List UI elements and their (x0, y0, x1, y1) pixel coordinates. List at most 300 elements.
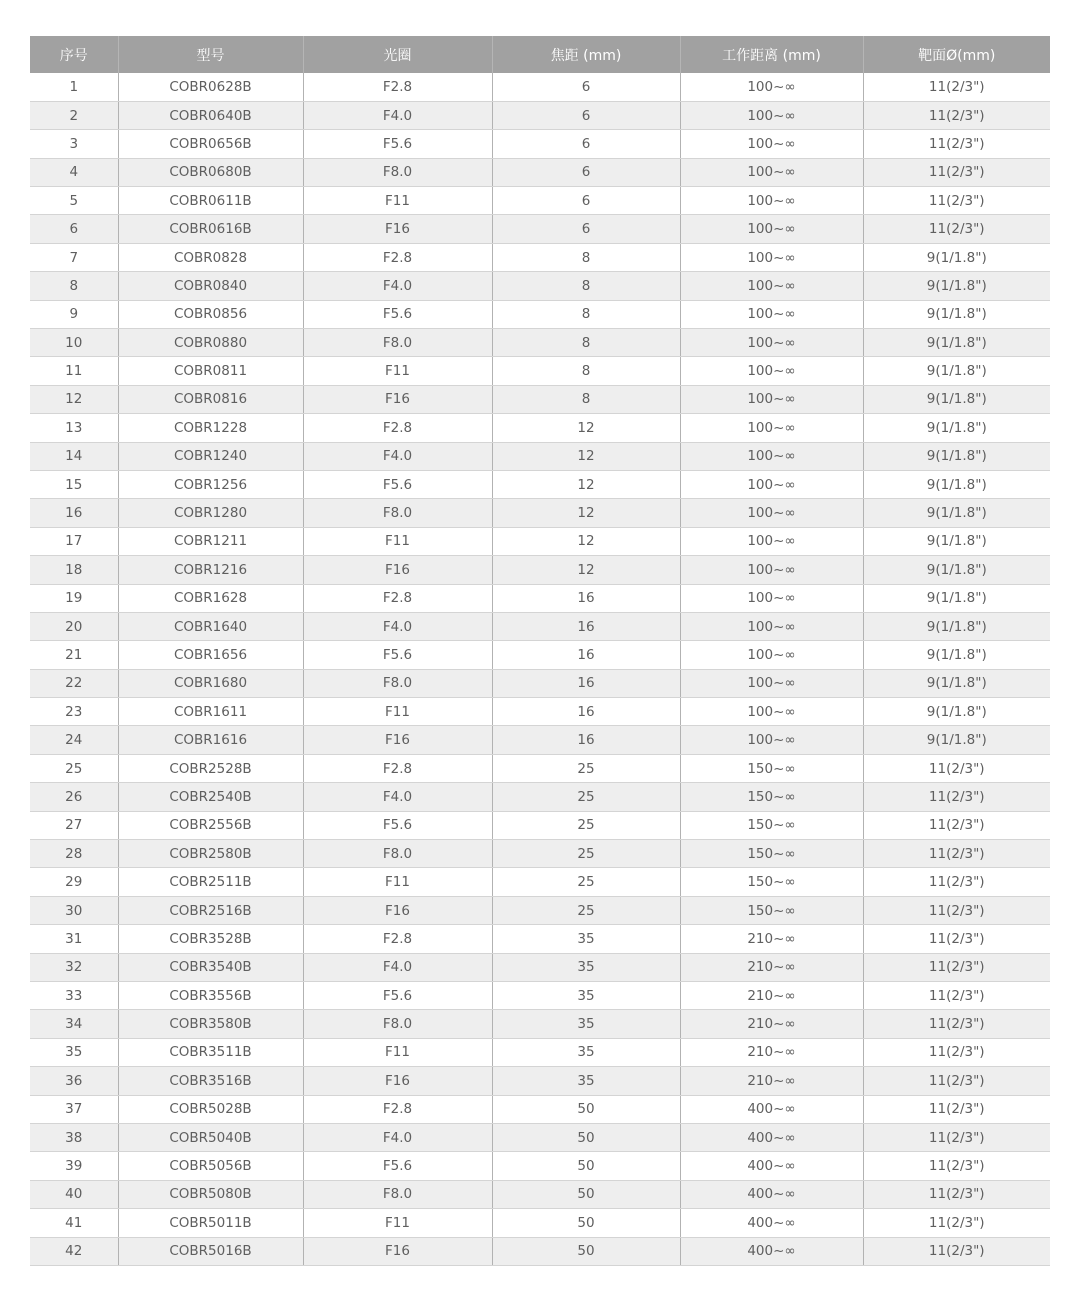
cell-distance: 400~∞ (680, 1209, 863, 1237)
table-row (30, 101, 1050, 129)
table-row (30, 73, 1050, 101)
cell-target: 9(1/1.8") (863, 300, 1050, 328)
table-row (30, 130, 1050, 158)
cell-model: COBR2511B (118, 868, 303, 896)
cell-target: 9(1/1.8") (863, 499, 1050, 527)
cell-aperture: F8.0 (303, 1180, 492, 1208)
cell-distance: 100~∞ (680, 130, 863, 158)
cell-index: 29 (30, 868, 118, 896)
cell-aperture: F11 (303, 527, 492, 555)
cell-distance: 100~∞ (680, 243, 863, 271)
cell-index: 4 (30, 158, 118, 186)
cell-focal: 35 (492, 953, 680, 981)
cell-aperture: F16 (303, 726, 492, 754)
cell-distance: 210~∞ (680, 953, 863, 981)
cell-index: 38 (30, 1123, 118, 1151)
cell-target: 9(1/1.8") (863, 470, 1050, 498)
cell-distance: 150~∞ (680, 783, 863, 811)
cell-focal: 50 (492, 1237, 680, 1265)
cell-focal: 35 (492, 1038, 680, 1066)
table-row (30, 442, 1050, 470)
cell-target: 9(1/1.8") (863, 385, 1050, 413)
cell-aperture: F5.6 (303, 811, 492, 839)
cell-model: COBR0616B (118, 215, 303, 243)
cell-model: COBR0811 (118, 357, 303, 385)
cell-target: 11(2/3") (863, 982, 1050, 1010)
cell-model: COBR5011B (118, 1209, 303, 1237)
cell-model: COBR3580B (118, 1010, 303, 1038)
cell-model: COBR1228 (118, 414, 303, 442)
cell-index: 36 (30, 1067, 118, 1095)
cell-distance: 150~∞ (680, 754, 863, 782)
cell-target: 11(2/3") (863, 73, 1050, 101)
header-col-model: 型号 (118, 36, 303, 73)
cell-target: 11(2/3") (863, 811, 1050, 839)
cell-model: COBR5080B (118, 1180, 303, 1208)
table-row (30, 896, 1050, 924)
cell-distance: 100~∞ (680, 101, 863, 129)
cell-target: 11(2/3") (863, 1038, 1050, 1066)
table-row (30, 187, 1050, 215)
cell-target: 9(1/1.8") (863, 726, 1050, 754)
cell-target: 11(2/3") (863, 158, 1050, 186)
cell-distance: 210~∞ (680, 1010, 863, 1038)
table-row (30, 1010, 1050, 1038)
table-row (30, 925, 1050, 953)
header-row (30, 36, 1050, 73)
cell-aperture: F16 (303, 385, 492, 413)
header-col-distance: 工作距离 (mm) (680, 36, 863, 73)
cell-distance: 100~∞ (680, 414, 863, 442)
cell-target: 11(2/3") (863, 130, 1050, 158)
cell-aperture: F2.8 (303, 243, 492, 271)
table-row (30, 840, 1050, 868)
cell-index: 24 (30, 726, 118, 754)
cell-model: COBR0611B (118, 187, 303, 215)
cell-index: 6 (30, 215, 118, 243)
cell-focal: 16 (492, 641, 680, 669)
cell-distance: 210~∞ (680, 1067, 863, 1095)
cell-focal: 25 (492, 896, 680, 924)
cell-aperture: F16 (303, 896, 492, 924)
cell-target: 9(1/1.8") (863, 641, 1050, 669)
cell-model: COBR5040B (118, 1123, 303, 1151)
cell-model: COBR5016B (118, 1237, 303, 1265)
cell-distance: 100~∞ (680, 499, 863, 527)
cell-index: 9 (30, 300, 118, 328)
table-row (30, 499, 1050, 527)
table-row (30, 243, 1050, 271)
cell-aperture: F16 (303, 556, 492, 584)
header-col-aperture: 光圈 (303, 36, 492, 73)
table-row (30, 612, 1050, 640)
cell-index: 33 (30, 982, 118, 1010)
table-row (30, 754, 1050, 782)
cell-aperture: F4.0 (303, 612, 492, 640)
table-row (30, 953, 1050, 981)
cell-index: 12 (30, 385, 118, 413)
cell-model: COBR1216 (118, 556, 303, 584)
cell-aperture: F8.0 (303, 1010, 492, 1038)
cell-distance: 210~∞ (680, 1038, 863, 1066)
cell-model: COBR2528B (118, 754, 303, 782)
cell-target: 11(2/3") (863, 896, 1050, 924)
cell-target: 9(1/1.8") (863, 669, 1050, 697)
cell-aperture: F8.0 (303, 840, 492, 868)
cell-focal: 25 (492, 754, 680, 782)
cell-target: 9(1/1.8") (863, 584, 1050, 612)
cell-distance: 100~∞ (680, 470, 863, 498)
table-row (30, 584, 1050, 612)
cell-focal: 8 (492, 300, 680, 328)
cell-model: COBR0680B (118, 158, 303, 186)
cell-focal: 12 (492, 414, 680, 442)
table-row (30, 982, 1050, 1010)
cell-aperture: F5.6 (303, 641, 492, 669)
cell-index: 18 (30, 556, 118, 584)
cell-index: 39 (30, 1152, 118, 1180)
cell-aperture: F2.8 (303, 1095, 492, 1123)
table-row (30, 470, 1050, 498)
cell-focal: 16 (492, 726, 680, 754)
cell-focal: 6 (492, 215, 680, 243)
table-row (30, 329, 1050, 357)
cell-focal: 25 (492, 840, 680, 868)
cell-aperture: F16 (303, 215, 492, 243)
table-row (30, 357, 1050, 385)
table-row (30, 158, 1050, 186)
cell-aperture: F4.0 (303, 1123, 492, 1151)
cell-aperture: F4.0 (303, 953, 492, 981)
cell-distance: 400~∞ (680, 1237, 863, 1265)
cell-index: 16 (30, 499, 118, 527)
cell-target: 11(2/3") (863, 1067, 1050, 1095)
cell-distance: 210~∞ (680, 982, 863, 1010)
cell-aperture: F4.0 (303, 783, 492, 811)
table-row (30, 1180, 1050, 1208)
cell-focal: 25 (492, 783, 680, 811)
cell-distance: 100~∞ (680, 584, 863, 612)
table-row (30, 300, 1050, 328)
cell-aperture: F5.6 (303, 982, 492, 1010)
cell-aperture: F2.8 (303, 73, 492, 101)
cell-aperture: F2.8 (303, 754, 492, 782)
cell-focal: 25 (492, 868, 680, 896)
cell-focal: 6 (492, 187, 680, 215)
cell-index: 26 (30, 783, 118, 811)
cell-index: 22 (30, 669, 118, 697)
cell-model: COBR1680 (118, 669, 303, 697)
cell-aperture: F5.6 (303, 470, 492, 498)
cell-focal: 16 (492, 698, 680, 726)
cell-model: COBR0656B (118, 130, 303, 158)
cell-model: COBR1616 (118, 726, 303, 754)
cell-target: 11(2/3") (863, 1010, 1050, 1038)
cell-index: 25 (30, 754, 118, 782)
cell-focal: 6 (492, 101, 680, 129)
cell-model: COBR1280 (118, 499, 303, 527)
cell-target: 11(2/3") (863, 953, 1050, 981)
cell-index: 28 (30, 840, 118, 868)
cell-index: 31 (30, 925, 118, 953)
cell-focal: 50 (492, 1123, 680, 1151)
cell-focal: 12 (492, 499, 680, 527)
cell-index: 30 (30, 896, 118, 924)
cell-distance: 100~∞ (680, 300, 863, 328)
cell-index: 27 (30, 811, 118, 839)
cell-distance: 100~∞ (680, 187, 863, 215)
cell-aperture: F11 (303, 868, 492, 896)
table-body (30, 73, 1050, 1265)
table-row (30, 811, 1050, 839)
cell-distance: 210~∞ (680, 925, 863, 953)
cell-index: 1 (30, 73, 118, 101)
cell-distance: 100~∞ (680, 527, 863, 555)
cell-focal: 8 (492, 385, 680, 413)
cell-target: 11(2/3") (863, 1095, 1050, 1123)
cell-index: 42 (30, 1237, 118, 1265)
cell-target: 11(2/3") (863, 215, 1050, 243)
cell-index: 21 (30, 641, 118, 669)
cell-index: 40 (30, 1180, 118, 1208)
cell-distance: 100~∞ (680, 357, 863, 385)
cell-aperture: F2.8 (303, 925, 492, 953)
cell-aperture: F11 (303, 1209, 492, 1237)
cell-focal: 6 (492, 158, 680, 186)
table-row (30, 272, 1050, 300)
cell-focal: 8 (492, 243, 680, 271)
cell-distance: 400~∞ (680, 1095, 863, 1123)
cell-distance: 100~∞ (680, 698, 863, 726)
cell-distance: 100~∞ (680, 669, 863, 697)
table-row (30, 527, 1050, 555)
cell-distance: 100~∞ (680, 442, 863, 470)
table-row (30, 414, 1050, 442)
header-col-target: 靶面Ø(mm) (863, 36, 1050, 73)
cell-aperture: F5.6 (303, 130, 492, 158)
cell-focal: 35 (492, 925, 680, 953)
cell-aperture: F2.8 (303, 414, 492, 442)
cell-distance: 100~∞ (680, 385, 863, 413)
cell-focal: 16 (492, 669, 680, 697)
cell-distance: 100~∞ (680, 556, 863, 584)
cell-focal: 8 (492, 272, 680, 300)
cell-focal: 16 (492, 584, 680, 612)
cell-focal: 16 (492, 612, 680, 640)
cell-model: COBR1611 (118, 698, 303, 726)
cell-target: 11(2/3") (863, 783, 1050, 811)
cell-aperture: F8.0 (303, 158, 492, 186)
cell-index: 7 (30, 243, 118, 271)
cell-focal: 25 (492, 811, 680, 839)
cell-index: 5 (30, 187, 118, 215)
cell-index: 37 (30, 1095, 118, 1123)
cell-focal: 50 (492, 1095, 680, 1123)
cell-focal: 12 (492, 470, 680, 498)
cell-target: 9(1/1.8") (863, 698, 1050, 726)
cell-aperture: F16 (303, 1237, 492, 1265)
cell-index: 14 (30, 442, 118, 470)
cell-focal: 6 (492, 73, 680, 101)
cell-index: 3 (30, 130, 118, 158)
lens-spec-table (30, 36, 1050, 1266)
cell-distance: 150~∞ (680, 896, 863, 924)
cell-focal: 35 (492, 1010, 680, 1038)
cell-index: 2 (30, 101, 118, 129)
cell-index: 34 (30, 1010, 118, 1038)
cell-index: 13 (30, 414, 118, 442)
cell-aperture: F11 (303, 698, 492, 726)
cell-model: COBR1256 (118, 470, 303, 498)
cell-model: COBR2516B (118, 896, 303, 924)
table-row (30, 1038, 1050, 1066)
cell-aperture: F4.0 (303, 272, 492, 300)
cell-focal: 35 (492, 1067, 680, 1095)
cell-target: 11(2/3") (863, 1152, 1050, 1180)
cell-index: 19 (30, 584, 118, 612)
cell-target: 9(1/1.8") (863, 243, 1050, 271)
cell-aperture: F4.0 (303, 101, 492, 129)
cell-model: COBR0628B (118, 73, 303, 101)
cell-distance: 400~∞ (680, 1152, 863, 1180)
cell-target: 11(2/3") (863, 1209, 1050, 1237)
cell-distance: 100~∞ (680, 726, 863, 754)
cell-model: COBR1240 (118, 442, 303, 470)
table-row (30, 868, 1050, 896)
cell-target: 11(2/3") (863, 1123, 1050, 1151)
cell-aperture: F5.6 (303, 300, 492, 328)
cell-target: 9(1/1.8") (863, 442, 1050, 470)
cell-aperture: F2.8 (303, 584, 492, 612)
cell-aperture: F8.0 (303, 329, 492, 357)
cell-target: 9(1/1.8") (863, 414, 1050, 442)
cell-index: 11 (30, 357, 118, 385)
cell-focal: 8 (492, 329, 680, 357)
table-row (30, 1209, 1050, 1237)
cell-target: 9(1/1.8") (863, 556, 1050, 584)
cell-model: COBR1628 (118, 584, 303, 612)
table-row (30, 641, 1050, 669)
cell-index: 10 (30, 329, 118, 357)
cell-focal: 8 (492, 357, 680, 385)
cell-focal: 50 (492, 1209, 680, 1237)
cell-focal: 50 (492, 1180, 680, 1208)
cell-distance: 400~∞ (680, 1123, 863, 1151)
table-row (30, 1237, 1050, 1265)
cell-distance: 400~∞ (680, 1180, 863, 1208)
cell-distance: 100~∞ (680, 272, 863, 300)
cell-model: COBR2580B (118, 840, 303, 868)
cell-target: 11(2/3") (863, 1180, 1050, 1208)
cell-aperture: F11 (303, 357, 492, 385)
table-row (30, 1123, 1050, 1151)
cell-model: COBR5028B (118, 1095, 303, 1123)
cell-target: 11(2/3") (863, 1237, 1050, 1265)
cell-model: COBR0640B (118, 101, 303, 129)
cell-index: 35 (30, 1038, 118, 1066)
cell-model: COBR5056B (118, 1152, 303, 1180)
cell-target: 11(2/3") (863, 754, 1050, 782)
table-row (30, 1067, 1050, 1095)
table-row (30, 698, 1050, 726)
table-row (30, 215, 1050, 243)
cell-focal: 6 (492, 130, 680, 158)
cell-model: COBR2556B (118, 811, 303, 839)
cell-target: 9(1/1.8") (863, 612, 1050, 640)
table-row (30, 385, 1050, 413)
cell-index: 41 (30, 1209, 118, 1237)
cell-focal: 12 (492, 527, 680, 555)
cell-distance: 150~∞ (680, 811, 863, 839)
cell-aperture: F5.6 (303, 1152, 492, 1180)
cell-distance: 150~∞ (680, 840, 863, 868)
cell-focal: 12 (492, 442, 680, 470)
cell-index: 32 (30, 953, 118, 981)
cell-target: 9(1/1.8") (863, 357, 1050, 385)
table-row (30, 556, 1050, 584)
table-row (30, 1095, 1050, 1123)
cell-model: COBR3511B (118, 1038, 303, 1066)
cell-index: 8 (30, 272, 118, 300)
cell-aperture: F8.0 (303, 669, 492, 697)
cell-target: 11(2/3") (863, 840, 1050, 868)
cell-aperture: F4.0 (303, 442, 492, 470)
cell-target: 9(1/1.8") (863, 527, 1050, 555)
cell-distance: 100~∞ (680, 215, 863, 243)
cell-aperture: F8.0 (303, 499, 492, 527)
cell-focal: 50 (492, 1152, 680, 1180)
cell-target: 11(2/3") (863, 925, 1050, 953)
cell-model: COBR1211 (118, 527, 303, 555)
cell-focal: 12 (492, 556, 680, 584)
cell-aperture: F11 (303, 1038, 492, 1066)
cell-target: 9(1/1.8") (863, 272, 1050, 300)
cell-model: COBR1656 (118, 641, 303, 669)
cell-target: 11(2/3") (863, 187, 1050, 215)
cell-model: COBR0840 (118, 272, 303, 300)
cell-index: 20 (30, 612, 118, 640)
cell-model: COBR3556B (118, 982, 303, 1010)
cell-target: 9(1/1.8") (863, 329, 1050, 357)
table-row (30, 669, 1050, 697)
cell-model: COBR2540B (118, 783, 303, 811)
cell-target: 11(2/3") (863, 868, 1050, 896)
cell-distance: 100~∞ (680, 641, 863, 669)
table-row (30, 783, 1050, 811)
cell-model: COBR0828 (118, 243, 303, 271)
header-col-index: 序号 (30, 36, 118, 73)
cell-index: 15 (30, 470, 118, 498)
cell-target: 11(2/3") (863, 101, 1050, 129)
cell-model: COBR3516B (118, 1067, 303, 1095)
table-row (30, 726, 1050, 754)
cell-index: 17 (30, 527, 118, 555)
cell-model: COBR0856 (118, 300, 303, 328)
cell-focal: 35 (492, 982, 680, 1010)
cell-model: COBR1640 (118, 612, 303, 640)
cell-distance: 100~∞ (680, 329, 863, 357)
cell-index: 23 (30, 698, 118, 726)
cell-aperture: F16 (303, 1067, 492, 1095)
table-row (30, 1152, 1050, 1180)
table-header (30, 36, 1050, 73)
cell-distance: 150~∞ (680, 868, 863, 896)
cell-model: COBR3528B (118, 925, 303, 953)
cell-distance: 100~∞ (680, 612, 863, 640)
cell-aperture: F11 (303, 187, 492, 215)
cell-distance: 100~∞ (680, 158, 863, 186)
cell-distance: 100~∞ (680, 73, 863, 101)
